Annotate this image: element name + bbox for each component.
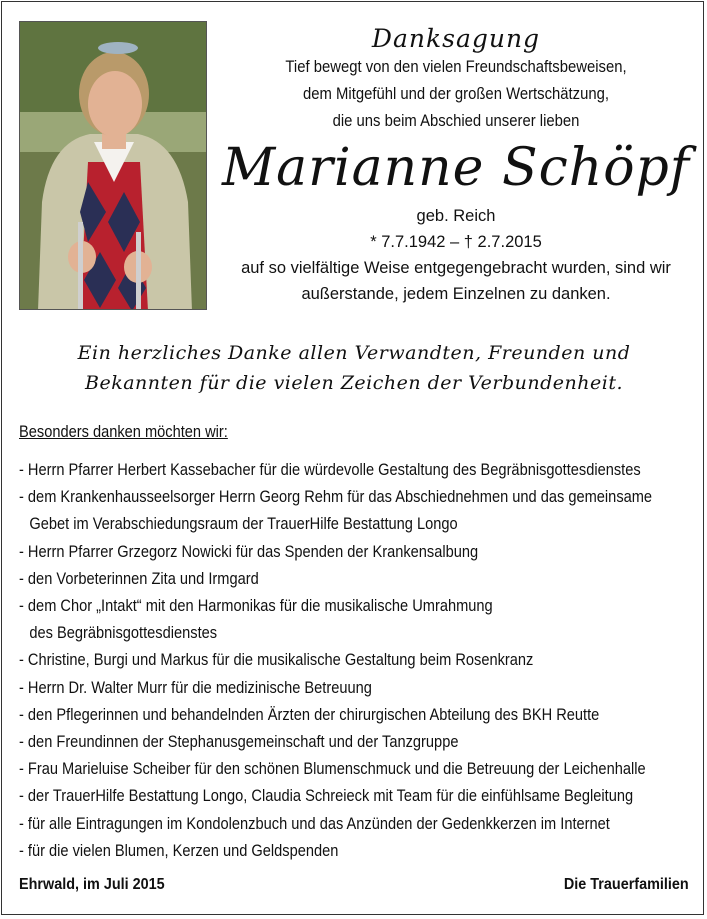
birth-name: geb. Reich bbox=[416, 207, 496, 225]
list-item-continuation: des Begräbnisgottesdienstes bbox=[29, 623, 218, 643]
header-block bbox=[217, 24, 695, 307]
list-item bbox=[19, 592, 673, 646]
list-item-continuation: Gebet im Verabschiedungsraum der TrauerHilfe Bestattung Longo bbox=[29, 514, 458, 534]
list-item-text: - dem Chor „Intakt“ mit den Harmonikas für die musikalische Umrahmung bbox=[19, 596, 493, 616]
signature: Die Trauerfamilien bbox=[564, 876, 689, 893]
deceased-name: Marianne Schöpf bbox=[221, 138, 691, 198]
list-item-text: - Christine, Burgi und Markus für die musikalische Gestaltung beim Rosenkranz bbox=[19, 650, 534, 670]
list-item-text: - Herrn Dr. Walter Murr für die medizinische Betreuung bbox=[19, 677, 372, 697]
place-date: Ehrwald, im Juli 2015 bbox=[19, 876, 165, 893]
intro-line: Tief bewegt von den vielen Freundschaftsbeweisen, bbox=[285, 58, 627, 76]
portrait-image bbox=[20, 22, 207, 310]
intro-line: dem Mitgefühl und der großen Wertschätzung, bbox=[303, 85, 609, 103]
special-thanks-heading: Besonders danken möchten wir: bbox=[19, 422, 228, 441]
portrait-photo bbox=[19, 21, 207, 310]
special-thanks-list bbox=[19, 456, 673, 864]
list-item bbox=[19, 483, 673, 537]
list-item-text: - Frau Marieluise Scheiber für den schönen Blumenschmuck und die Betreuung der Leichenhalle bbox=[19, 759, 646, 779]
list-item-text: - Herrn Pfarrer Grzegorz Nowicki für das Spenden der Krankensalbung bbox=[19, 541, 479, 561]
after-line: auf so vielfältige Weise entgegengebracht wurden, sind wir bbox=[241, 259, 671, 277]
intro-line: die uns beim Abschied unserer lieben bbox=[332, 112, 580, 130]
general-thanks-line: Bekannten für die vielen Zeichen der Verbundenheit. bbox=[84, 372, 623, 394]
list-item bbox=[19, 837, 673, 864]
list-item bbox=[19, 674, 673, 701]
list-item-text: - den Vorbeterinnen Zita und Irmgard bbox=[19, 568, 259, 588]
list-item-text: - für die vielen Blumen, Kerzen und Geldspenden bbox=[19, 840, 339, 860]
after-line: außerstande, jedem Einzelnen zu danken. bbox=[301, 285, 611, 303]
list-item bbox=[19, 456, 673, 483]
list-item bbox=[19, 538, 673, 565]
life-dates: * 7.7.1942 – † 2.7.2015 bbox=[370, 233, 542, 251]
list-item bbox=[19, 565, 673, 592]
list-item-text: - der TrauerHilfe Bestattung Longo, Claudia Schreieck mit Team für die einfühlsame Begleitung bbox=[19, 786, 634, 806]
list-item bbox=[19, 728, 673, 755]
obituary-notice bbox=[1, 1, 704, 915]
list-item-text: - den Pflegerinnen und behandelnden Ärzten der chirurgischen Abteilung des BKH Reutte bbox=[19, 704, 600, 724]
list-item bbox=[19, 782, 673, 809]
list-item-text: - für alle Eintragungen im Kondolenzbuch und das Anzünden der Gedenkkerzen im Internet bbox=[19, 813, 610, 833]
list-item-text: - den Freundinnen der Stephanusgemeinschaft und der Tanzgruppe bbox=[19, 732, 459, 752]
list-item-text: - Herrn Pfarrer Herbert Kassebacher für die würdevolle Gestaltung des Begräbnisgottesdienstes bbox=[19, 460, 641, 479]
list-item-text: - dem Krankenhausseelsorger Herrn Georg Rehm für das Abschiednehmen und das gemeinsame bbox=[19, 487, 653, 507]
list-item bbox=[19, 755, 673, 782]
general-thanks-line: Ein herzliches Danke allen Verwandten, Freunden und bbox=[77, 342, 631, 364]
notice-title: Danksagung bbox=[371, 24, 541, 53]
general-thanks bbox=[19, 338, 689, 398]
list-item bbox=[19, 701, 673, 728]
list-item bbox=[19, 646, 673, 673]
list-item bbox=[19, 810, 673, 837]
